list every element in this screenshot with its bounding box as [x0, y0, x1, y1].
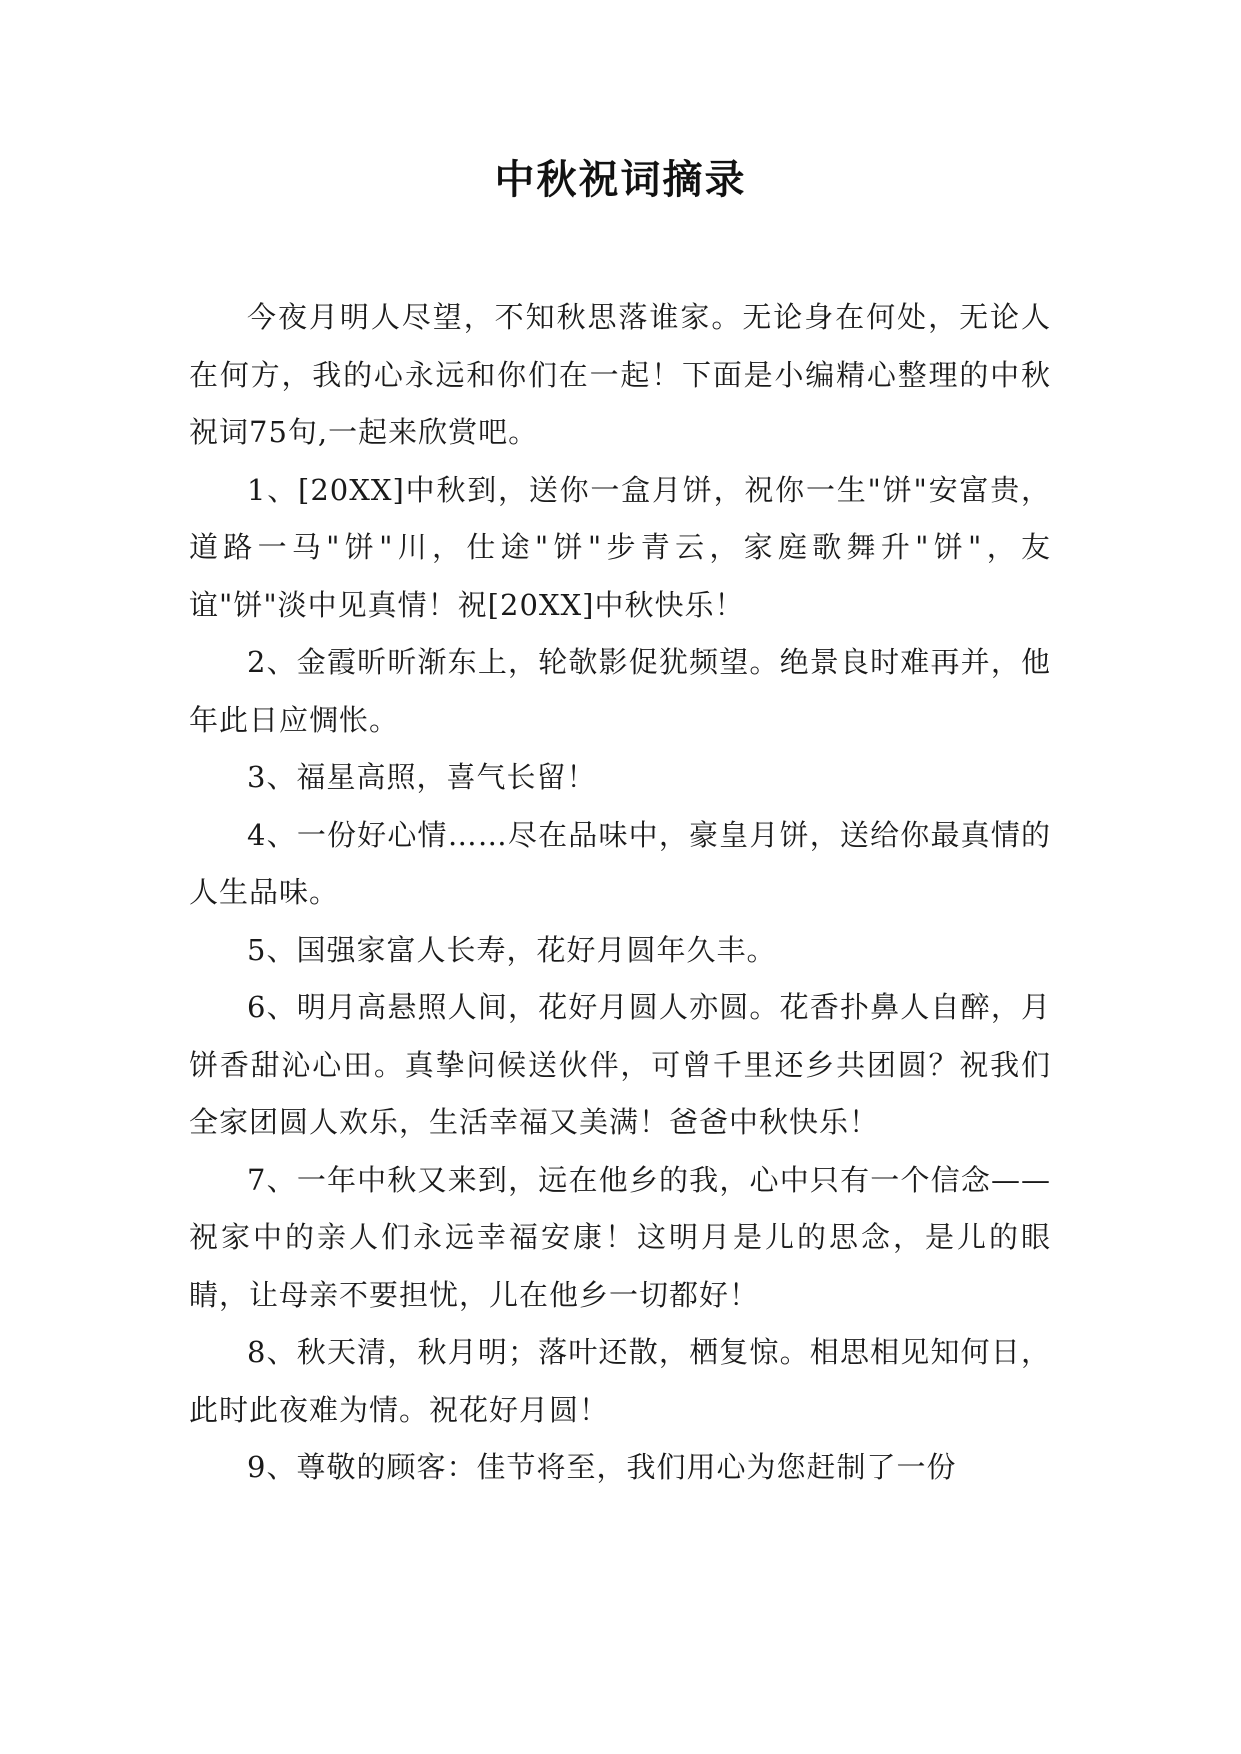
document-body [189, 289, 1051, 1497]
wish-item-3: 3、福星高照，喜气长留！ [247, 760, 597, 794]
wish-item-2: 2、金霞昕昕渐东上，轮欹影促犹频望。绝景良时难再并，他年此日应惆怅。 [189, 645, 1051, 737]
wish-item-4: 4、一份好心情……尽在品味中，豪皇月饼，送给你最真情的人生品味。 [189, 817, 1051, 909]
intro-paragraph: 今夜月明人尽望，不知秋思落谁家。无论身在何处，无论人在何方，我的心永远和你们在一起！下面是小编精心整理的中秋祝词75句,一起来欣赏吧。 [189, 300, 1051, 449]
wish-item-8: 8、秋天清，秋月明；落叶还散，栖复惊。相思相见知何日，此时此夜难为情。祝花好月圆！ [189, 1335, 1051, 1427]
wish-item-7: 7、一年中秋又来到，远在他乡的我，心中只有一个信念——祝家中的亲人们永远幸福安康！这明月是儿的思念，是儿的眼睛，让母亲不要担忧，儿在他乡一切都好！ [189, 1162, 1051, 1312]
document-title: 中秋祝词摘录 [494, 157, 747, 203]
wish-item-1: 1、[20XX]中秋到，送你一盒月饼，祝你一生"饼"安富贵，道路一马"饼"川，仕途"饼"步青云，家庭歌舞升"饼"，友谊"饼"淡中见真情！祝[20XX]中秋快乐！ [189, 472, 1051, 622]
wish-item-5: 5、国强家富人长寿，花好月圆年久丰。 [247, 932, 777, 967]
wish-item-9: 9、尊敬的顾客：佳节将至，我们用心为您赶制了一份 [247, 1450, 957, 1484]
wish-item-6: 6、明月高悬照人间，花好月圆人亦圆。花香扑鼻人自醉，月饼香甜沁心田。真挚问候送伙伴，可曾千里还乡共团圆？祝我们全家团圆人欢乐，生活幸福又美满！爸爸中秋快乐！ [189, 990, 1051, 1139]
